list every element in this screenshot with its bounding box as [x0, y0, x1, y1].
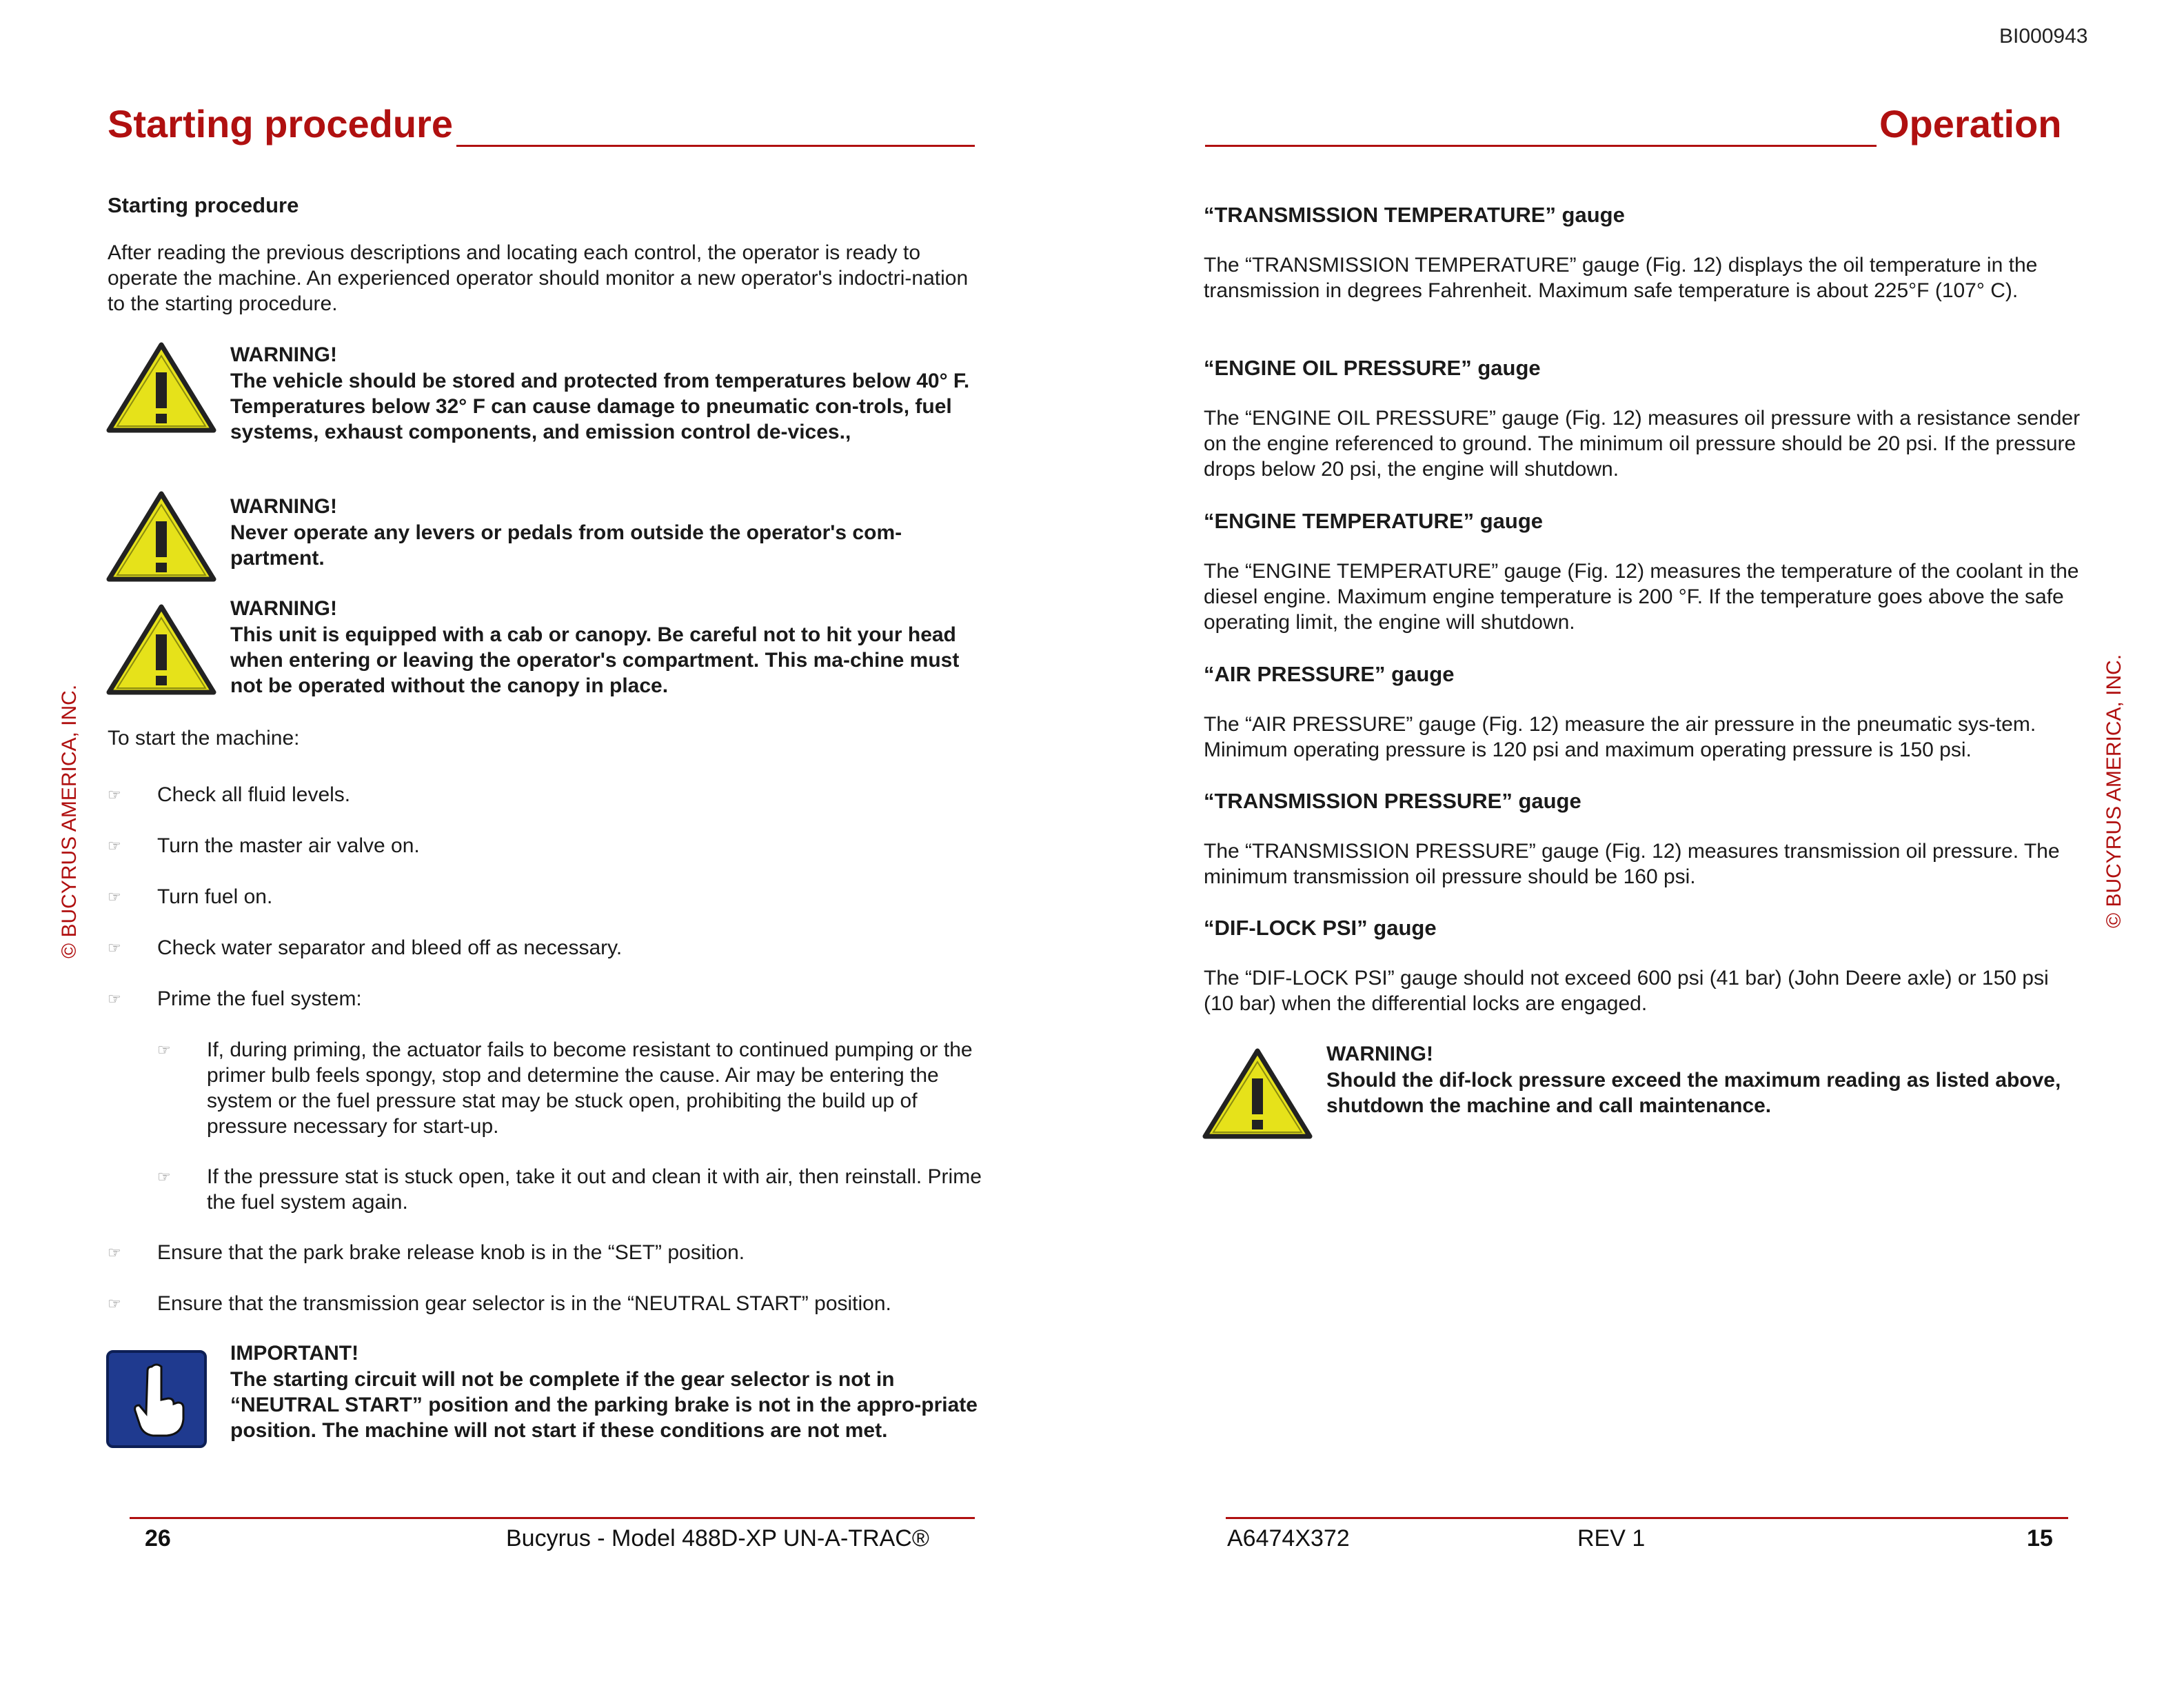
section-text: The “AIR PRESSURE” gauge (Fig. 12) measure the air pressure in the pneumatic sys-tem. Minimum operating pressure is 120 psi and maximum operating pressure is 150 psi.: [1204, 713, 2036, 761]
warning-icon: [106, 604, 216, 696]
section-text: The “ENGINE TEMPERATURE” gauge (Fig. 12) measures the temperature of the coolant in the diesel engine. Maximum engine temperature is 200 °F. If the temperature goes above the safe operating limit, the engine will shutdown.: [1204, 560, 2079, 634]
substep-item: If the pressure stat is stuck open, take it out and clean it with air, then reinstall. Prime the fuel system again.: [207, 1165, 982, 1214]
warning-icon: [106, 342, 216, 434]
pointing-hand-icon: ☞: [157, 1168, 171, 1185]
left-footer-model: Bucyrus - Model 488D-XP UN-A-TRAC®: [506, 1525, 929, 1551]
step-item: Check water separator and bleed off as necessary.: [157, 936, 623, 959]
pointing-hand-icon: ☞: [157, 1041, 171, 1058]
left-page-title: Starting procedure: [108, 102, 453, 145]
document-id: BI000943: [1999, 25, 2088, 48]
left-subheading: Starting procedure: [108, 193, 299, 217]
section-heading: “DIF-LOCK PSI” gauge: [1204, 916, 1437, 940]
pointing-hand-icon: ☞: [108, 888, 121, 905]
right-page-title: Operation: [1879, 102, 2062, 145]
right-footer-rev: REV 1: [1577, 1525, 1646, 1551]
step-item: Ensure that the transmission gear selector is in the “NEUTRAL START” position.: [157, 1292, 891, 1315]
left-copyright: © BUCYRUS AMERICA, INC.: [58, 684, 81, 958]
step-item: Turn fuel on.: [157, 885, 273, 908]
section-text: The “DIF-LOCK PSI” gauge should not exceed 600 psi (41 bar) (John Deere axle) or 150 psi (10 bar) when the differential locks are engaged.: [1204, 967, 2049, 1015]
warning-text: Should the dif-lock pressure exceed the maximum reading as listed above, shutdown the machine and call maintenance.: [1326, 1069, 2061, 1117]
pointing-hand-icon: ☞: [108, 1244, 121, 1261]
pointing-hand-icon: ☞: [108, 990, 121, 1007]
right-footer-rule: [1226, 1517, 2068, 1519]
warning-text: Never operate any levers or pedals from outside the operator's com-partment.: [230, 521, 902, 570]
section-text: The “ENGINE OIL PRESSURE” gauge (Fig. 12) measures oil pressure with a resistance sender on the engine referenced to ground. The minimum oil pressure should be 20 psi. If the pressure drops below 20 psi, the engine will shutdown.: [1204, 407, 2081, 481]
section-text: The “TRANSMISSION PRESSURE” gauge (Fig. 12) measures transmission oil pressure. The minimum transmission oil pressure should be 160 psi.: [1204, 840, 2060, 888]
section-heading: “ENGINE OIL PRESSURE” gauge: [1204, 356, 1541, 380]
substep-item: If, during priming, the actuator fails to become resistant to continued pumping or the primer bulb feels spongy, stop and determine the cause. Air may be entering the system or the fuel pressure stat may be stuck open, prohibiting the build up of pressure necessary for start-up.: [207, 1038, 973, 1138]
warning-title: WARNING!: [230, 343, 337, 366]
step-item: Turn the master air valve on.: [157, 834, 420, 857]
warning-title: WARNING!: [230, 495, 337, 518]
pointing-hand-icon: ☞: [108, 786, 121, 803]
warning-icon: [1202, 1048, 1313, 1141]
step-item: Prime the fuel system:: [157, 987, 362, 1010]
warning-title: WARNING!: [1326, 1043, 1433, 1065]
step-item: Ensure that the park brake release knob is in the “SET” position.: [157, 1241, 745, 1264]
section-heading: “AIR PRESSURE” gauge: [1204, 662, 1455, 686]
left-title-rule: [456, 145, 975, 147]
section-text: The “TRANSMISSION TEMPERATURE” gauge (Fig. 12) displays the oil temperature in the transmission in degrees Fahrenheit. Maximum safe temperature is about 225°F (107° C).: [1204, 254, 2038, 302]
warning-text: The vehicle should be stored and protected from temperatures below 40° F. Temperatures below 32° F can cause damage to pneumatic con-trols, fuel systems, exhaust components, and emission control de-vices.,: [230, 370, 970, 443]
section-heading: “TRANSMISSION TEMPERATURE” gauge: [1204, 203, 1625, 227]
right-footer-code: A6474X372: [1227, 1525, 1350, 1551]
important-text: The starting circuit will not be complete if the gear selector is not in “NEUTRAL START” position and the parking brake is not in the appro-priate position. The machine will not start if these conditions are not met.: [230, 1368, 978, 1442]
right-copyright: © BUCYRUS AMERICA, INC.: [2103, 654, 2125, 928]
right-title-rule: [1205, 145, 1877, 147]
pointing-hand-icon: ☞: [108, 837, 121, 854]
warning-icon: [106, 491, 216, 583]
warning-text: This unit is equipped with a cab or canopy. Be careful not to hit your head when entering or leaving the operator's compartment. This ma-chine must not be operated without the canopy in place.: [230, 623, 960, 697]
pointing-hand-icon: ☞: [108, 939, 121, 956]
section-heading: “TRANSMISSION PRESSURE” gauge: [1204, 789, 1581, 813]
start-label: To start the machine:: [108, 727, 300, 750]
intro-paragraph: After reading the previous descriptions and locating each control, the operator is ready to operate the machine. An experienced operator should monitor a new operator's indoctri-nation to the starting procedure.: [108, 241, 969, 315]
section-heading: “ENGINE TEMPERATURE” gauge: [1204, 509, 1544, 533]
warning-title: WARNING!: [230, 597, 337, 620]
right-page-number: 15: [2027, 1525, 2053, 1551]
important-title: IMPORTANT!: [230, 1342, 359, 1365]
pointing-hand-icon: ☞: [108, 1295, 121, 1312]
left-page-number: 26: [145, 1525, 171, 1551]
left-footer-rule: [130, 1517, 975, 1519]
step-item: Check all fluid levels.: [157, 783, 351, 806]
important-hand-icon: [106, 1350, 207, 1448]
